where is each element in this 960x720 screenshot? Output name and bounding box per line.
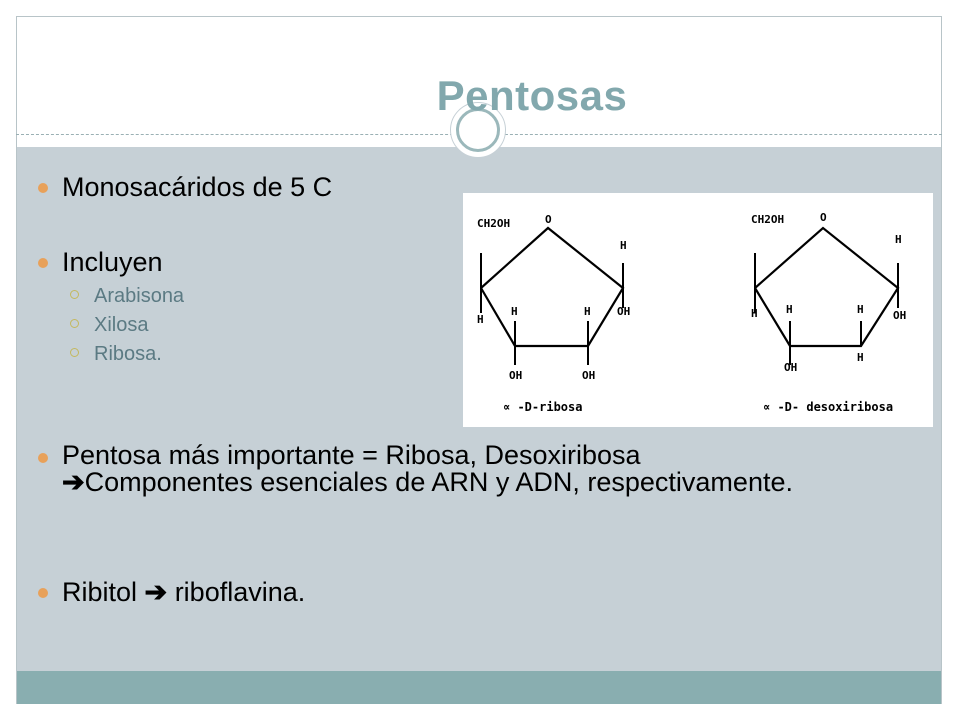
footer-bar xyxy=(17,671,941,704)
ring-bullet-icon xyxy=(70,290,79,299)
h-label: H xyxy=(751,307,758,320)
pentose-structures-figure xyxy=(463,193,933,427)
bullet-dot-icon xyxy=(38,588,48,598)
h-label: H xyxy=(857,303,864,316)
h-label: H xyxy=(477,313,484,326)
bullet-dot-icon xyxy=(38,258,48,268)
h-label: H xyxy=(786,303,793,316)
ch2oh-label: CH2OH xyxy=(751,213,785,226)
bullet-incluyen xyxy=(62,247,163,277)
h-label: H xyxy=(620,239,627,252)
oh-label: OH xyxy=(509,369,523,382)
ribose-structure xyxy=(477,213,630,414)
sub-item-arabisona xyxy=(94,284,184,308)
bullet-text: Pentosa más importante = Ribosa, Desoxiribosa xyxy=(62,440,641,470)
ring-bullet-icon xyxy=(70,348,79,357)
oh-label: OH xyxy=(893,309,907,322)
ring-bullet-icon xyxy=(70,319,79,328)
oh-label: OH xyxy=(784,361,798,374)
bullet-dot-icon xyxy=(38,453,48,463)
h-label: H xyxy=(857,351,864,364)
ring-oxygen-label: O xyxy=(545,213,552,226)
bullet-text-continued: Componentes esenciales de ARN y ADN, respectivamente. xyxy=(84,467,793,497)
oh-label: OH xyxy=(582,369,596,382)
arrow-icon: ➔ xyxy=(62,467,85,497)
sub-item-ribosa xyxy=(94,342,162,366)
sub-item-text: Xilosa xyxy=(94,314,149,336)
arrow-icon: ➔ xyxy=(144,577,168,607)
bullet-text: Incluyen xyxy=(62,247,163,277)
sub-item-xilosa xyxy=(94,313,148,337)
deoxyribose-structure xyxy=(751,211,906,414)
sub-item-text: Arabisona xyxy=(94,285,185,307)
ch2oh-label: CH2OH xyxy=(477,217,511,230)
h-label: H xyxy=(895,233,902,246)
bullet-ribitol xyxy=(62,577,305,607)
h-label: H xyxy=(511,305,518,318)
bullet-pentosa-importante xyxy=(62,442,862,496)
ring-oxygen-label: O xyxy=(820,211,827,224)
slide-title: Pentosas xyxy=(436,72,628,119)
h-label: H xyxy=(584,305,591,318)
bullet-text: Ribitol xyxy=(62,577,138,607)
oh-label: OH xyxy=(617,305,631,318)
bullet-text-end: riboflavina. xyxy=(174,577,306,607)
bullet-text: Monosacáridos de 5 C xyxy=(62,172,333,202)
sub-item-text: Ribosa. xyxy=(94,343,162,365)
bullet-dot-icon xyxy=(38,183,48,193)
ribose-caption: ∝ -D-ribosa xyxy=(503,400,583,414)
bullet-monosacaridos xyxy=(62,172,332,202)
ring-structures-svg xyxy=(463,193,933,427)
deoxyribose-caption: ∝ -D- desoxiribosa xyxy=(763,400,894,414)
